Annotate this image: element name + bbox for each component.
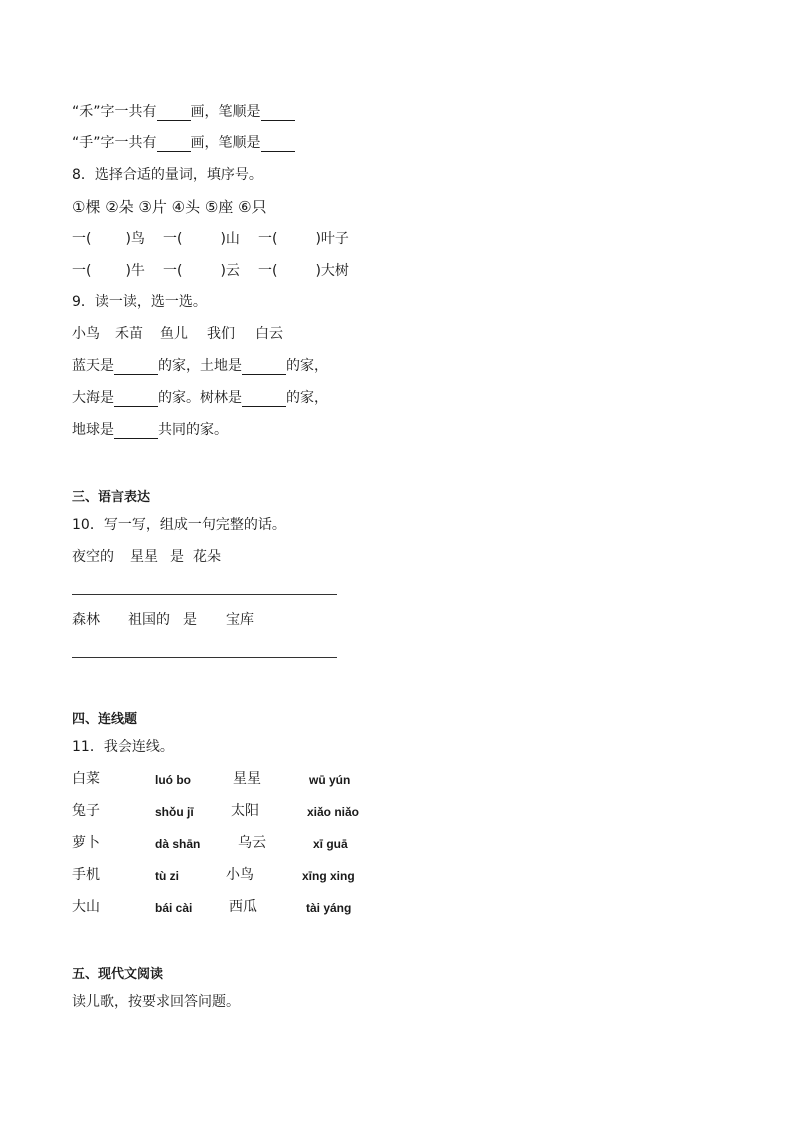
question-11-title: 11．我会连线。 bbox=[72, 739, 174, 755]
measure-prefix: 一( bbox=[72, 263, 92, 279]
sentence-text: 蓝天是 bbox=[72, 358, 114, 374]
word-chip: 祖国的 bbox=[128, 612, 170, 628]
sentence-text: 大海是 bbox=[72, 390, 114, 406]
word-chip: 是 bbox=[170, 549, 184, 565]
match-word[interactable]: 星星 bbox=[233, 771, 261, 787]
answer-blank[interactable] bbox=[114, 392, 158, 407]
match-pinyin[interactable]: xiǎo niǎo bbox=[307, 805, 360, 819]
answer-blank[interactable] bbox=[114, 360, 158, 375]
measure-item bbox=[72, 262, 145, 280]
match-word[interactable]: 西瓜 bbox=[229, 899, 257, 915]
match-word[interactable]: 兔子 bbox=[72, 803, 100, 819]
measure-suffix: )鸟 bbox=[125, 231, 145, 247]
word-chip: 夜空的 bbox=[72, 549, 114, 565]
answer-line[interactable] bbox=[72, 594, 337, 595]
measure-suffix: )叶子 bbox=[315, 231, 349, 247]
stroke-order-blank[interactable] bbox=[261, 106, 295, 121]
stroke-order-blank[interactable] bbox=[261, 137, 295, 152]
match-pinyin[interactable]: xī guā bbox=[313, 837, 348, 851]
measure-suffix: )牛 bbox=[125, 263, 145, 279]
word-chip: 是 bbox=[183, 612, 197, 628]
match-word[interactable]: 萝卜 bbox=[72, 835, 100, 851]
sentence-text: 的家，土地是 bbox=[158, 358, 242, 374]
sentence-text: 的家， bbox=[286, 358, 328, 374]
answer-line[interactable] bbox=[72, 657, 337, 658]
answer-blank[interactable] bbox=[114, 424, 158, 439]
match-pinyin[interactable]: xīng xing bbox=[302, 869, 355, 883]
question-10-title: 10．写一写，组成一句完整的话。 bbox=[72, 517, 286, 533]
stroke-question-he bbox=[72, 103, 295, 121]
measure-suffix: )云 bbox=[220, 263, 240, 279]
word-choice: 白云 bbox=[255, 326, 283, 342]
measure-item bbox=[258, 230, 349, 248]
match-pinyin[interactable]: dà shān bbox=[155, 837, 201, 851]
match-word[interactable]: 大山 bbox=[72, 899, 100, 915]
home-sentence bbox=[72, 389, 328, 407]
match-word[interactable]: 乌云 bbox=[238, 835, 266, 851]
match-pinyin[interactable]: wū yún bbox=[309, 773, 351, 787]
word-chip: 宝库 bbox=[226, 612, 254, 628]
home-sentence bbox=[72, 421, 228, 439]
match-word[interactable]: 手机 bbox=[72, 867, 100, 883]
home-sentence bbox=[72, 357, 328, 375]
match-word[interactable]: 白菜 bbox=[72, 771, 100, 787]
stroke-question-shou bbox=[72, 134, 295, 152]
word-chip: 森林 bbox=[72, 612, 100, 628]
measure-prefix: 一( bbox=[163, 231, 183, 247]
stroke-question-text: 画，笔顺是 bbox=[190, 104, 261, 120]
measure-prefix: 一( bbox=[258, 231, 278, 247]
match-pinyin[interactable]: luó bo bbox=[155, 773, 191, 787]
sentence-text: 的家。树林是 bbox=[158, 390, 242, 406]
word-chip: 星星 bbox=[130, 549, 158, 565]
stroke-question-text: “手”字一共有 bbox=[72, 135, 157, 151]
match-word[interactable]: 太阳 bbox=[231, 803, 259, 819]
measure-item bbox=[258, 262, 349, 280]
word-choice: 小鸟 bbox=[72, 326, 100, 342]
question-9-title: 9．读一读，选一选。 bbox=[72, 294, 207, 310]
sentence-text: 地球是 bbox=[72, 422, 114, 438]
measure-word-options: ①棵 ②朵 ③片 ④头 ⑤座 ⑥只 bbox=[72, 198, 267, 216]
measure-prefix: 一( bbox=[72, 231, 92, 247]
stroke-question-text: “禾”字一共有 bbox=[72, 104, 157, 120]
measure-suffix: )山 bbox=[220, 231, 240, 247]
measure-prefix: 一( bbox=[258, 263, 278, 279]
section-heading: 三、语言表达 bbox=[72, 490, 151, 505]
measure-item bbox=[163, 230, 240, 248]
word-choice: 鱼儿 bbox=[160, 326, 188, 342]
sentence-text: 共同的家。 bbox=[158, 422, 228, 438]
answer-blank[interactable] bbox=[242, 392, 286, 407]
word-choice: 我们 bbox=[207, 326, 235, 342]
measure-prefix: 一( bbox=[163, 263, 183, 279]
word-choice: 禾苗 bbox=[115, 326, 143, 342]
measure-item bbox=[72, 230, 145, 248]
reading-instruction: 读儿歌，按要求回答问题。 bbox=[72, 994, 240, 1010]
stroke-count-blank[interactable] bbox=[157, 137, 191, 152]
match-pinyin[interactable]: tài yáng bbox=[306, 901, 352, 915]
answer-blank[interactable] bbox=[242, 360, 286, 375]
match-pinyin[interactable]: shǒu jī bbox=[155, 805, 194, 819]
sentence-text: 的家， bbox=[286, 390, 328, 406]
question-8-title: 8．选择合适的量词，填序号。 bbox=[72, 167, 263, 183]
match-word[interactable]: 小鸟 bbox=[226, 867, 254, 883]
measure-suffix: )大树 bbox=[315, 263, 349, 279]
stroke-count-blank[interactable] bbox=[157, 106, 191, 121]
stroke-question-text: 画，笔顺是 bbox=[190, 135, 261, 151]
section-heading: 四、连线题 bbox=[72, 712, 138, 727]
word-chip: 花朵 bbox=[193, 549, 221, 565]
section-heading: 五、现代文阅读 bbox=[72, 967, 164, 982]
match-pinyin[interactable]: bái cài bbox=[155, 901, 193, 915]
measure-item bbox=[163, 262, 240, 280]
match-pinyin[interactable]: tù zi bbox=[155, 869, 179, 883]
